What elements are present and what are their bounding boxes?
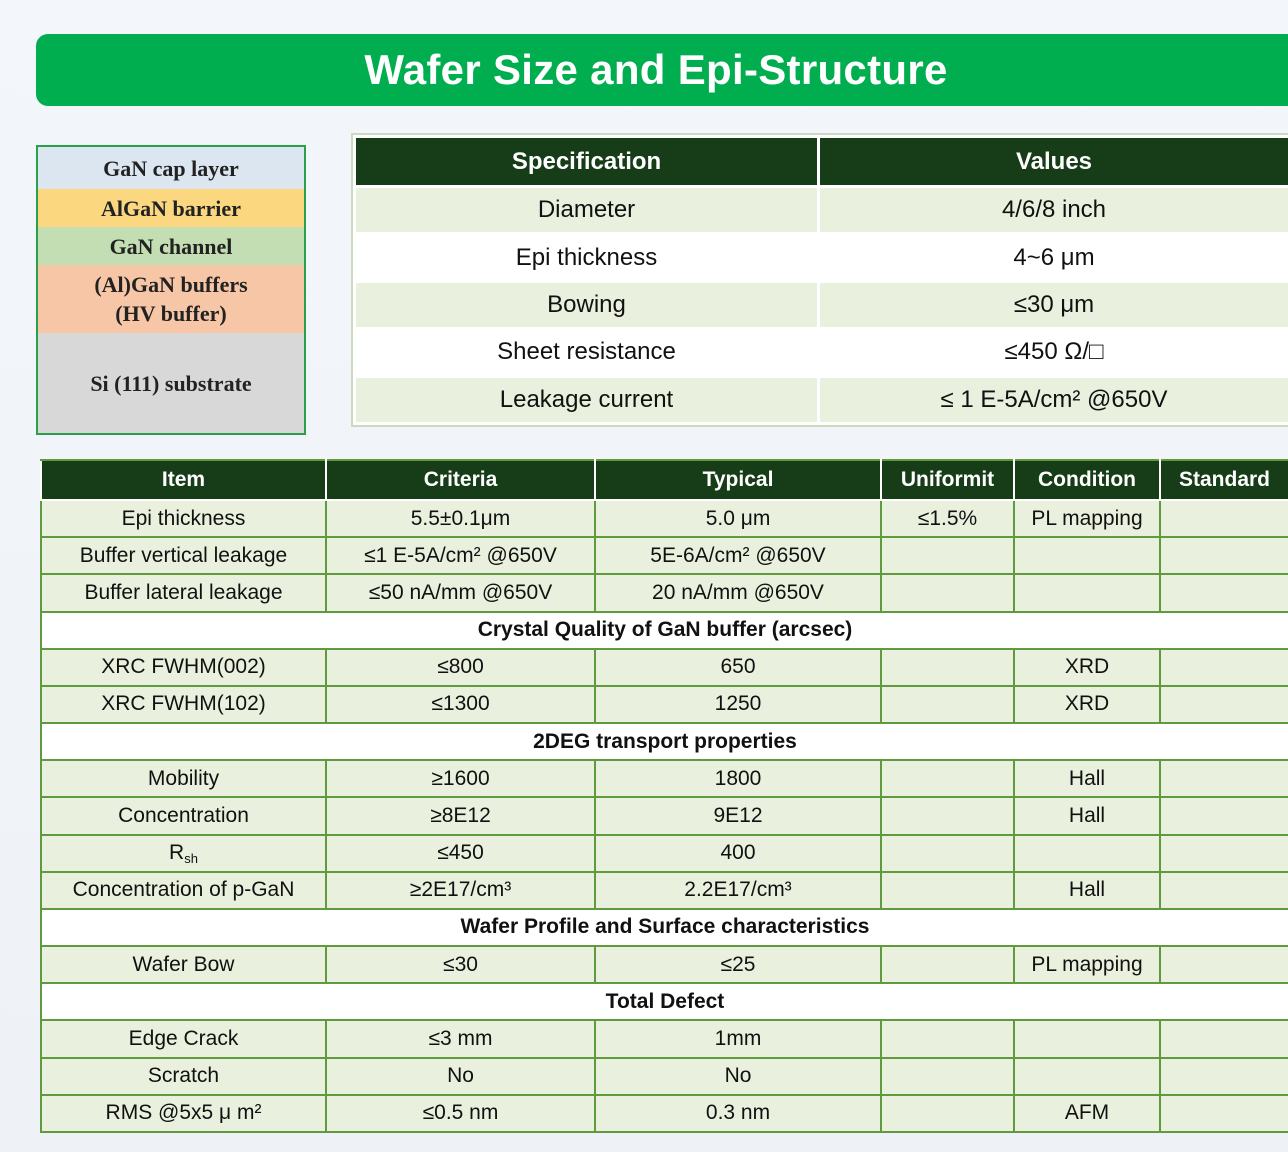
- epi-layer-label: AlGaN barrier: [101, 195, 241, 221]
- table-cell: 9E12: [595, 797, 881, 834]
- title-banner: [36, 34, 1288, 106]
- table-row: [41, 500, 1288, 537]
- epi-layer: [38, 227, 304, 265]
- table-cell: [881, 1095, 1014, 1132]
- table-cell: 400: [595, 835, 881, 872]
- table-row: [41, 649, 1288, 686]
- table-cell: Buffer lateral leakage: [41, 574, 326, 611]
- section-row: [41, 909, 1288, 946]
- table-cell: [881, 946, 1014, 983]
- spec-row: [355, 281, 1288, 328]
- table-cell: ≤800: [326, 649, 595, 686]
- table-cell: [881, 760, 1014, 797]
- table-row: [41, 835, 1288, 872]
- table-cell: ≤25: [595, 946, 881, 983]
- table-cell: [881, 537, 1014, 574]
- table-cell: [881, 872, 1014, 909]
- table-cell: No: [326, 1058, 595, 1095]
- table-row: [41, 574, 1288, 611]
- section-row: [41, 983, 1288, 1020]
- subscript: sh: [184, 850, 198, 866]
- epi-layer-label: GaN channel: [109, 233, 233, 259]
- table-cell: Hall: [1014, 797, 1160, 834]
- spec-column-header: Specification: [355, 137, 819, 187]
- table-cell: [1160, 872, 1288, 909]
- table-cell: [1014, 537, 1160, 574]
- table-cell: Buffer vertical leakage: [41, 537, 326, 574]
- table-row: [41, 872, 1288, 909]
- epi-layer-label: (Al)GaN buffers: [94, 272, 248, 297]
- table-cell: ≤50 nA/mm @650V: [326, 574, 595, 611]
- spec-value-cell: 4~6 μm: [819, 234, 1288, 281]
- main-column-header: Standard: [1160, 460, 1288, 500]
- table-cell: [1160, 760, 1288, 797]
- table-cell: ≤3 mm: [326, 1020, 595, 1057]
- table-cell: 1250: [595, 686, 881, 723]
- table-cell: XRC FWHM(102): [41, 686, 326, 723]
- table-row: [41, 537, 1288, 574]
- table-cell: Hall: [1014, 760, 1160, 797]
- section-row: [41, 612, 1288, 649]
- table-cell: ≤1300: [326, 686, 595, 723]
- table-row: [41, 1095, 1288, 1132]
- table-cell: Hall: [1014, 872, 1160, 909]
- table-row: [41, 946, 1288, 983]
- specification-table: [353, 135, 1288, 425]
- table-cell: Edge Crack: [41, 1020, 326, 1057]
- spec-header-row: [355, 137, 1288, 187]
- table-cell: [1014, 1058, 1160, 1095]
- spec-name-cell: Diameter: [355, 187, 819, 234]
- table-cell: ≥2E17/cm³: [326, 872, 595, 909]
- table-cell: ≤1.5%: [881, 500, 1014, 537]
- section-title: Crystal Quality of GaN buffer (arcsec): [41, 612, 1288, 649]
- epi-layer: [38, 333, 304, 433]
- table-cell: [881, 797, 1014, 834]
- table-cell: 20 nA/mm @650V: [595, 574, 881, 611]
- main-column-header: Item: [41, 460, 326, 500]
- table-cell: Concentration of p-GaN: [41, 872, 326, 909]
- table-cell: ≤1 E-5A/cm² @650V: [326, 537, 595, 574]
- table-cell: XRD: [1014, 649, 1160, 686]
- main-column-header: Condition: [1014, 460, 1160, 500]
- table-cell: [1014, 1020, 1160, 1057]
- epi-layer: [38, 147, 304, 189]
- table-row: [41, 1058, 1288, 1095]
- table-cell: XRD: [1014, 686, 1160, 723]
- spec-row: [355, 376, 1288, 423]
- spec-value-cell: ≤30 μm: [819, 281, 1288, 328]
- main-header-row: [41, 460, 1288, 500]
- spec-value-cell: ≤450 Ω/□: [819, 329, 1288, 376]
- table-cell: RMS @5x5 μ m²: [41, 1095, 326, 1132]
- main-column-header: Uniformit: [881, 460, 1014, 500]
- table-cell: PL mapping: [1014, 500, 1160, 537]
- table-cell: [1160, 686, 1288, 723]
- table-cell: [881, 686, 1014, 723]
- spec-name-cell: Leakage current: [355, 376, 819, 423]
- table-cell: ≤450: [326, 835, 595, 872]
- table-cell: [881, 1020, 1014, 1057]
- table-cell: 0.3 nm: [595, 1095, 881, 1132]
- table-cell: AFM: [1014, 1095, 1160, 1132]
- table-cell: 650: [595, 649, 881, 686]
- section-title: 2DEG transport properties: [41, 723, 1288, 760]
- spec-row: [355, 234, 1288, 281]
- table-cell: [881, 1058, 1014, 1095]
- table-cell: ≤30: [326, 946, 595, 983]
- section-title: Total Defect: [41, 983, 1288, 1020]
- spec-row: [355, 329, 1288, 376]
- table-cell: 5.0 μm: [595, 500, 881, 537]
- main-column-header: Typical: [595, 460, 881, 500]
- table-cell: PL mapping: [1014, 946, 1160, 983]
- table-cell: Epi thickness: [41, 500, 326, 537]
- spec-name-cell: Bowing: [355, 281, 819, 328]
- table-cell: XRC FWHM(002): [41, 649, 326, 686]
- table-cell: Wafer Bow: [41, 946, 326, 983]
- epi-layer: [38, 189, 304, 227]
- table-cell: [1014, 574, 1160, 611]
- epi-layer: [38, 265, 304, 333]
- table-cell: 2.2E17/cm³: [595, 872, 881, 909]
- page-title: Wafer Size and Epi-Structure: [364, 46, 948, 93]
- table-cell: ≥8E12: [326, 797, 595, 834]
- table-cell: 5.5±0.1μm: [326, 500, 595, 537]
- table-cell: ≤0.5 nm: [326, 1095, 595, 1132]
- table-row: [41, 686, 1288, 723]
- section-title: Wafer Profile and Surface characteristics: [41, 909, 1288, 946]
- table-cell: 5E-6A/cm² @650V: [595, 537, 881, 574]
- table-row: [41, 760, 1288, 797]
- table-cell: Concentration: [41, 797, 326, 834]
- table-row: [41, 797, 1288, 834]
- spec-row: [355, 187, 1288, 234]
- table-cell: [1160, 1058, 1288, 1095]
- spec-value-cell: 4/6/8 inch: [819, 187, 1288, 234]
- table-cell: $R_{sh}$: [41, 835, 326, 872]
- table-cell: [881, 835, 1014, 872]
- table-cell: [881, 649, 1014, 686]
- table-cell: Scratch: [41, 1058, 326, 1095]
- spec-name-cell: Sheet resistance: [355, 329, 819, 376]
- table-cell: ≥1600: [326, 760, 595, 797]
- epi-layer-label: Si (111) substrate: [90, 370, 252, 396]
- main-column-header: Criteria: [326, 460, 595, 500]
- table-cell: [1160, 537, 1288, 574]
- table-cell: [1160, 500, 1288, 537]
- table-cell: [1160, 574, 1288, 611]
- table-cell: 1mm: [595, 1020, 881, 1057]
- table-cell: [1160, 649, 1288, 686]
- table-row: [41, 1020, 1288, 1057]
- table-cell: No: [595, 1058, 881, 1095]
- epi-structure-diagram: [36, 145, 306, 435]
- table-cell: 1800: [595, 760, 881, 797]
- epi-criteria-table: [40, 459, 1288, 1133]
- table-cell: [1160, 946, 1288, 983]
- table-cell: [1014, 835, 1160, 872]
- spec-column-header: Values: [819, 137, 1288, 187]
- table-cell: [1160, 1095, 1288, 1132]
- table-cell: [881, 574, 1014, 611]
- table-cell: Mobility: [41, 760, 326, 797]
- table-cell: [1160, 1020, 1288, 1057]
- epi-layer-label: (HV buffer): [115, 301, 227, 326]
- section-row: [41, 723, 1288, 760]
- spec-value-cell: ≤ 1 E-5A/cm² @650V: [819, 376, 1288, 423]
- table-cell: [1160, 835, 1288, 872]
- epi-layer-label: GaN cap layer: [103, 155, 239, 181]
- table-cell: [1160, 797, 1288, 834]
- spec-name-cell: Epi thickness: [355, 234, 819, 281]
